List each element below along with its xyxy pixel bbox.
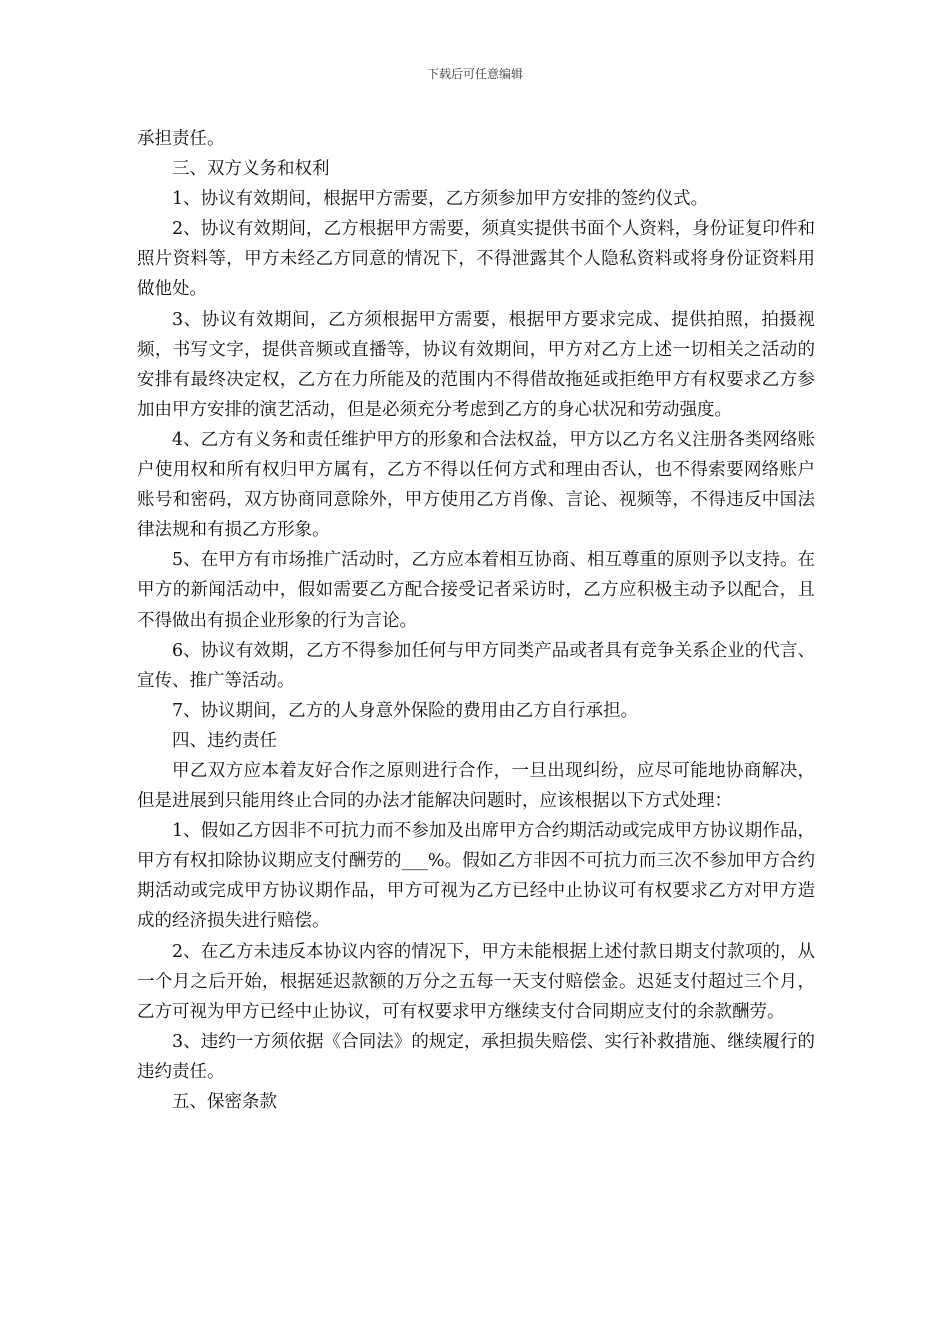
page-header: 下载后可任意编辑 — [426, 67, 523, 81]
clause-paragraph: 6、协议有效期，乙方不得参加任何与甲方同类产品或者具有竞争关系企业的代言、宣传、推广等活动。 — [137, 640, 815, 691]
section-heading-breach: 四、违约责任 — [172, 730, 277, 751]
section-heading-rights-obligations: 三、双方义务和权利 — [172, 159, 330, 180]
paragraph-continuation: 承担责任。 — [137, 129, 225, 149]
clause-paragraph: 1、假如乙方因非不可抗力而不参加及出席甲方合约期活动或完成甲方协议期作品，甲方有权扣除协议期应支付酬劳的___%。假如乙方非因不可抗力而三次不参加甲方合约期活动或完成甲方协议期作品，甲方可视为乙方已经中止协议可有权要求乙方对甲方造成的经济损失进行赔偿。 — [137, 821, 815, 932]
clause-paragraph: 3、违约一方须依据《合同法》的规定，承担损失赔偿、实行补救措施、继续履行的违约责任。 — [137, 1031, 815, 1082]
document-body — [137, 124, 815, 1117]
clause-paragraph: 1、协议有效期间，根据甲方需要，乙方须参加甲方安排的签约仪式。 — [172, 189, 709, 210]
clause-paragraph: 3、协议有效期间，乙方须根据甲方需要，根据甲方要求完成、提供拍照，拍摄视频，书写文字，提供音频或直播等，协议有效期间，甲方对乙方上述一切相关之活动的安排有最终决定权，乙方在力所能及的范围内不得借故拖延或拒绝甲方有权要求乙方参加由甲方安排的演艺活动，但是必须充分考虑到乙方的身心状况和劳动强度。 — [137, 309, 815, 420]
clause-paragraph: 5、在甲方有市场推广活动时，乙方应本着相互协商、相互尊重的原则予以支持。在甲方的新闻活动中，假如需要乙方配合接受记者采访时，乙方应积极主动予以配合，且不得做出有损企业形象的行为言论。 — [137, 550, 815, 631]
section-heading-confidentiality: 五、保密条款 — [172, 1092, 277, 1112]
clause-paragraph: 2、在乙方未违反本协议内容的情况下，甲方未能根据上述付款日期支付款项的，从一个月之后开始，根据延迟款额的万分之五每一天支付赔偿金。迟延支付超过三个月，乙方可视为甲方已经中止协议，可有权要求甲方继续支付合同期应支付的余款酬劳。 — [137, 941, 815, 1022]
clause-paragraph: 4、乙方有义务和责任维护甲方的形象和合法权益，甲方以乙方名义注册各类网络账户使用权和所有权归甲方属有，乙方不得以任何方式和理由否认，也不得索要网络账户账号和密码，双方协商同意除外，甲方使用乙方肖像、言论、视频等，不得违反中国法律法规和有损乙方形象。 — [137, 429, 815, 541]
clause-paragraph: 7、协议期间，乙方的人身意外保险的费用由乙方自行承担。 — [172, 700, 639, 721]
clause-paragraph: 2、协议有效期间，乙方根据甲方需要，须真实提供书面个人资料，身份证复印件和照片资料等，甲方未经乙方同意的情况下，不得泄露其个人隐私资料或将身份证资料用做他处。 — [137, 219, 815, 300]
clause-paragraph: 甲乙双方应本着友好合作之原则进行合作，一旦出现纠纷，应尽可能地协商解决，但是进展到只能用终止合同的办法才能解决问题时，应该根据以下方式处理： — [137, 760, 815, 812]
